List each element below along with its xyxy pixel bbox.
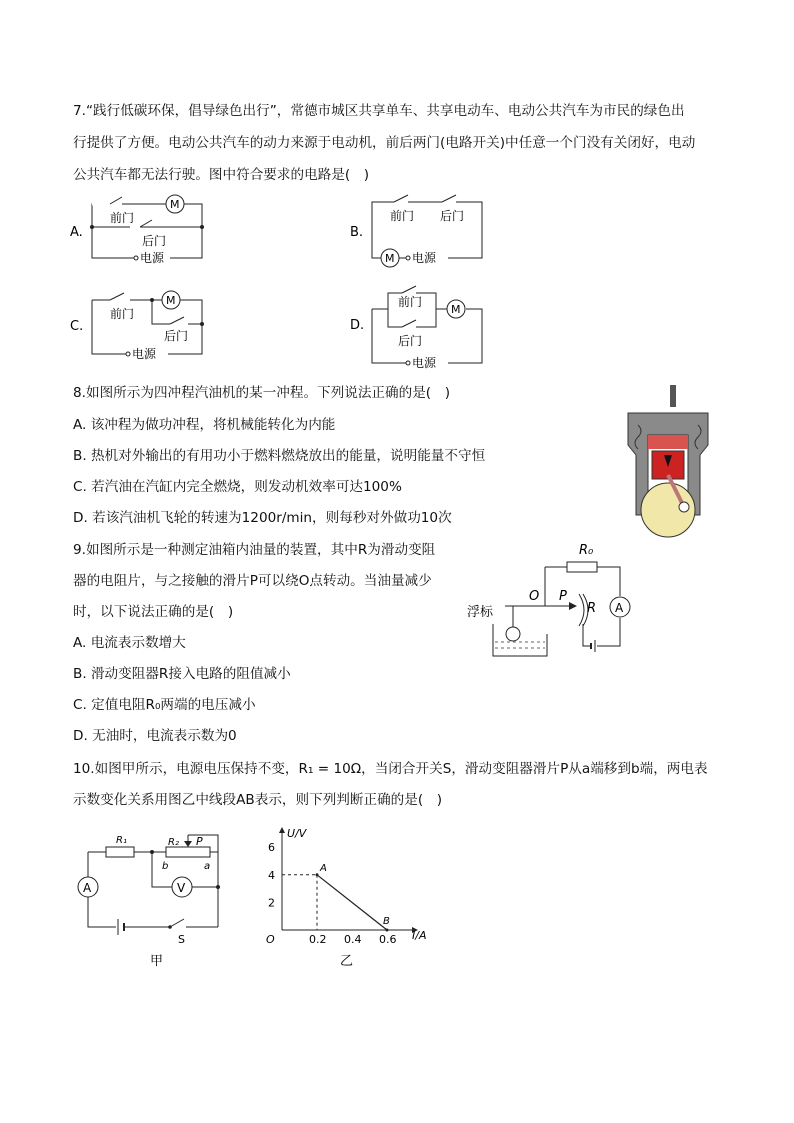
svg-text:R: R xyxy=(587,601,597,616)
svg-text:前门: 前门 xyxy=(390,209,415,223)
q7-option-b-circuit xyxy=(350,190,500,270)
q9-option-b: B. 滑动变阻器R接入电路的阻值减小 xyxy=(73,666,291,682)
svg-text:M: M xyxy=(166,294,176,307)
svg-text:V: V xyxy=(177,881,186,895)
svg-text:A: A xyxy=(83,881,92,895)
svg-text:P: P xyxy=(196,835,203,848)
q9-option-c: C. 定值电阻R₀两端的电压减小 xyxy=(73,697,256,713)
q8-stem: 8.如图所示为四冲程汽油机的某一冲程。下列说法正确的是( ) xyxy=(73,385,451,401)
q7-line-1: 7.“践行低碳环保，倡导绿色出行”，常德市城区共享单车、共享电动车、电动公共汽车为市民的绿色出 xyxy=(73,103,685,119)
q10-circuit-jia xyxy=(70,825,250,975)
point-a-label: A xyxy=(320,862,327,874)
q7-option-a-circuit xyxy=(70,190,220,270)
engine-cylinder-illustration xyxy=(618,385,718,540)
svg-text:前门: 前门 xyxy=(398,295,423,309)
svg-text:电源: 电源 xyxy=(412,356,437,370)
y-tick-label: 6 xyxy=(268,841,275,855)
svg-text:C.: C. xyxy=(70,319,84,334)
switch-s xyxy=(170,919,184,927)
svg-text:O: O xyxy=(529,589,540,604)
q8-option-c: C. 若汽油在汽缸内完全燃烧，则发动机效率可达100% xyxy=(73,479,402,495)
svg-text:前门: 前门 xyxy=(110,211,135,225)
svg-text:后门: 后门 xyxy=(142,234,167,248)
x-axis-label: I/A xyxy=(412,929,427,942)
float-icon xyxy=(506,627,520,641)
x-tick-label: 0.6 xyxy=(379,933,397,946)
svg-text:D.: D. xyxy=(350,318,365,333)
resistor-r0 xyxy=(567,562,597,572)
x-tick-label: 0.2 xyxy=(309,933,327,946)
svg-text:后门: 后门 xyxy=(440,209,465,223)
segment-ab xyxy=(317,875,387,930)
svg-text:R₀: R₀ xyxy=(579,543,594,558)
svg-text:R₂: R₂ xyxy=(168,837,179,848)
svg-text:电源: 电源 xyxy=(132,347,157,361)
q10-line-2: 示数变化关系用图乙中线段AB表示，则下列判断正确的是( ) xyxy=(73,792,443,808)
svg-text:A: A xyxy=(615,601,624,615)
svg-text:前门: 前门 xyxy=(110,307,135,321)
svg-text:b: b xyxy=(162,861,169,872)
q7-option-d-circuit xyxy=(350,285,500,375)
y-tick-label: 2 xyxy=(268,896,275,910)
y-tick-label: 4 xyxy=(268,868,275,882)
svg-text:M: M xyxy=(451,303,461,316)
svg-text:后门: 后门 xyxy=(398,334,423,348)
q9-line-2: 器的电阻片，与之接触的滑片P可以绕O点转动。当油量减少 xyxy=(73,573,432,589)
x-tick-label: 0.4 xyxy=(344,933,362,946)
svg-text:S: S xyxy=(178,933,185,946)
svg-text:甲: 甲 xyxy=(150,954,164,969)
svg-text:P: P xyxy=(559,589,567,604)
q9-line-1: 9.如图所示是一种测定油箱内油量的装置，其中R为滑动变阻 xyxy=(73,542,436,558)
resistor-r1 xyxy=(106,847,134,857)
point-b-label: B xyxy=(383,916,390,927)
q8-option-d: D. 若该汽油机飞轮的转速为1200r/min，则每秒对外做功10次 xyxy=(73,510,452,526)
q7-line-2: 行提供了方便。电动公共汽车的动力来源于电动机，前后两门(电路开关)中任意一个门没有关闭好，电动 xyxy=(73,135,696,151)
fuel-gauge-diagram xyxy=(465,538,645,663)
q7-option-c-circuit xyxy=(70,288,220,368)
point-b xyxy=(386,929,389,932)
svg-text:B.: B. xyxy=(350,225,364,240)
svg-text:后门: 后门 xyxy=(164,329,189,343)
y-axis-label: U/V xyxy=(287,827,307,840)
svg-text:M: M xyxy=(170,198,180,211)
q9-option-a: A. 电流表示数增大 xyxy=(73,635,186,651)
q10-graph-yi xyxy=(262,825,442,975)
rheostat-r2 xyxy=(166,847,210,857)
q10-line-1: 10.如图甲所示，电源电压保持不变，R₁ = 10Ω，当闭合开关S，滑动变阻器滑片P从a端移到b端，两电表 xyxy=(73,761,708,777)
q8-option-a: A. 该冲程为做功冲程，将机械能转化为内能 xyxy=(73,417,336,433)
svg-text:a: a xyxy=(204,861,211,872)
svg-text:M: M xyxy=(385,252,395,265)
origin-label: O xyxy=(266,933,275,946)
graph-caption: 乙 xyxy=(340,954,354,969)
q9-line-3: 时，以下说法正确的是( ) xyxy=(73,604,234,620)
svg-text:电源: 电源 xyxy=(140,251,165,265)
q7-line-3: 公共汽车都无法行驶。图中符合要求的电路是( ) xyxy=(73,167,370,183)
svg-text:浮标: 浮标 xyxy=(467,605,494,620)
svg-text:R₁: R₁ xyxy=(116,835,127,846)
q9-option-d: D. 无油时，电流表示数为0 xyxy=(73,728,237,744)
option-a-label: A. xyxy=(70,225,83,240)
svg-text:电源: 电源 xyxy=(412,251,437,265)
q8-option-b: B. 热机对外输出的有用功小于燃料燃烧放出的能量，说明能量不守恒 xyxy=(73,448,486,464)
point-a xyxy=(316,873,319,876)
